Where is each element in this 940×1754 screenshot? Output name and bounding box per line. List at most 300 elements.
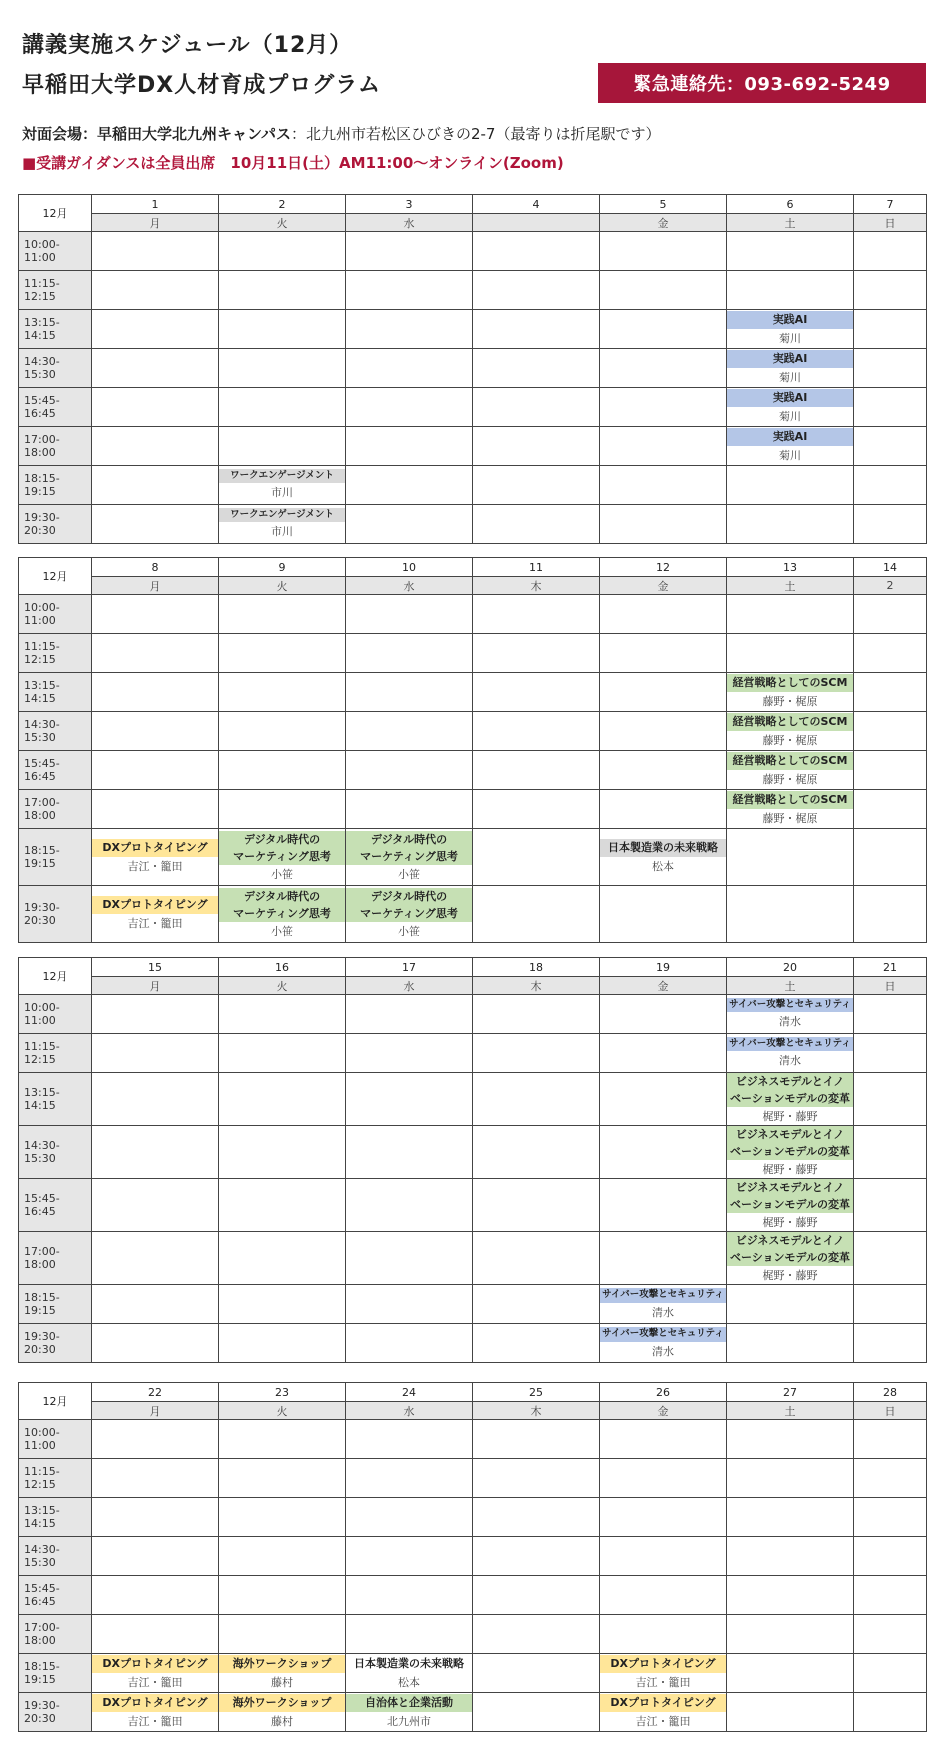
lecture-title: ワークエンゲージメント — [219, 508, 345, 523]
sunday-cell — [854, 673, 927, 712]
empty-slot — [219, 1576, 346, 1615]
sunday-cell — [854, 712, 927, 751]
empty-slot — [92, 751, 219, 790]
emergency-contact-banner: 緊急連絡先：093-692-5249 — [598, 63, 926, 103]
sunday-cell — [854, 232, 927, 271]
day-of-week — [473, 214, 600, 232]
empty-slot — [346, 1232, 473, 1285]
lecture-block — [727, 791, 853, 826]
lecture-title: デジタル時代の マーケティング思考 — [219, 831, 345, 865]
lecture-teacher: 小笹 — [346, 922, 472, 940]
empty-slot — [346, 595, 473, 634]
empty-slot — [92, 1459, 219, 1498]
lecture-block — [346, 1694, 472, 1729]
page-title: 講義実施スケジュール（12月） — [22, 33, 353, 58]
day-of-week: 月 — [92, 977, 219, 995]
lecture-cell — [92, 1693, 219, 1732]
lecture-title: 日本製造業の未来戦略 — [346, 1655, 472, 1672]
empty-slot — [92, 595, 219, 634]
lecture-teacher: 菊川 — [727, 368, 853, 386]
lecture-title: 経営戦略としてのSCM — [727, 791, 853, 808]
empty-slot — [600, 232, 727, 271]
venue-address: ：北九州市若松区ひびきの2-7（最寄りは折尾駅です） — [290, 125, 661, 143]
day-number: 9 — [219, 558, 346, 577]
day-of-week: 土 — [727, 214, 854, 232]
lecture-teacher: 藤野・梶原 — [727, 770, 853, 788]
time-row — [19, 1420, 927, 1459]
time-slot-label: 13:15-14:15 — [19, 673, 92, 712]
lecture-block — [346, 831, 472, 883]
time-slot-label: 10:00-11:00 — [19, 1420, 92, 1459]
time-slot-label: 19:30-20:30 — [19, 886, 92, 943]
empty-slot — [346, 1179, 473, 1232]
empty-slot — [92, 1576, 219, 1615]
sunday-cell — [854, 1179, 927, 1232]
lecture-block — [219, 1694, 345, 1729]
lecture-title: ワークエンゲージメント — [219, 469, 345, 484]
empty-slot — [473, 829, 600, 886]
empty-slot — [473, 1073, 600, 1126]
empty-slot — [600, 1459, 727, 1498]
time-row — [19, 1537, 927, 1576]
week-table — [18, 194, 927, 544]
empty-slot — [219, 1420, 346, 1459]
empty-slot — [219, 712, 346, 751]
time-row — [19, 1324, 927, 1363]
empty-slot — [92, 1537, 219, 1576]
lecture-title: 実践AI — [727, 428, 853, 445]
day-number: 26 — [600, 1383, 727, 1402]
day-of-week: 日 — [854, 977, 927, 995]
sunday-cell — [854, 310, 927, 349]
time-slot-label: 10:00-11:00 — [19, 232, 92, 271]
empty-slot — [473, 1576, 600, 1615]
lecture-title: 経営戦略としてのSCM — [727, 713, 853, 730]
lecture-cell — [727, 388, 854, 427]
day-number: 28 — [854, 1383, 927, 1402]
empty-slot — [727, 271, 854, 310]
sunday-cell — [854, 1576, 927, 1615]
empty-slot — [600, 995, 727, 1034]
time-slot-label: 15:45-16:45 — [19, 1576, 92, 1615]
time-slot-label: 14:30-15:30 — [19, 349, 92, 388]
empty-slot — [473, 1459, 600, 1498]
lecture-title: ビジネスモデルとイノ ベーションモデルの変革 — [727, 1126, 853, 1160]
lecture-teacher: 北九州市 — [346, 1712, 472, 1730]
time-row — [19, 310, 927, 349]
lecture-block — [727, 713, 853, 748]
sunday-cell — [854, 1324, 927, 1363]
time-slot-label: 10:00-11:00 — [19, 595, 92, 634]
time-row — [19, 1576, 927, 1615]
time-row — [19, 1654, 927, 1693]
lecture-cell — [346, 886, 473, 943]
lecture-cell — [600, 1654, 727, 1693]
lecture-cell — [600, 829, 727, 886]
empty-slot — [92, 1179, 219, 1232]
empty-slot — [219, 595, 346, 634]
empty-slot — [346, 673, 473, 712]
lecture-teacher: 菊川 — [727, 446, 853, 464]
time-row — [19, 1179, 927, 1232]
empty-slot — [219, 1285, 346, 1324]
lecture-cell — [219, 886, 346, 943]
lecture-block — [600, 1288, 726, 1321]
lecture-block — [219, 469, 345, 502]
time-slot-label: 10:00-11:00 — [19, 995, 92, 1034]
time-row — [19, 1285, 927, 1324]
empty-slot — [219, 790, 346, 829]
lecture-cell — [727, 712, 854, 751]
day-number: 3 — [346, 195, 473, 214]
lecture-cell — [727, 427, 854, 466]
day-number: 22 — [92, 1383, 219, 1402]
empty-slot — [92, 271, 219, 310]
lecture-title: 実践AI — [727, 350, 853, 367]
guidance-notice: ■受講ガイダンスは全員出席 10月11日(土）AM11:00〜オンライン(Zoom) — [22, 154, 564, 172]
empty-slot — [219, 310, 346, 349]
empty-slot — [92, 1615, 219, 1654]
empty-slot — [346, 1073, 473, 1126]
time-row — [19, 995, 927, 1034]
time-slot-label: 17:00-18:00 — [19, 1615, 92, 1654]
empty-slot — [727, 1537, 854, 1576]
empty-slot — [600, 790, 727, 829]
lecture-block — [92, 839, 218, 874]
day-of-week: 木 — [473, 577, 600, 595]
time-row — [19, 595, 927, 634]
day-number: 14 — [854, 558, 927, 577]
empty-slot — [346, 1324, 473, 1363]
lecture-block — [92, 896, 218, 931]
sunday-cell — [854, 790, 927, 829]
empty-slot — [219, 1537, 346, 1576]
lecture-block — [727, 674, 853, 709]
time-slot-label: 14:30-15:30 — [19, 712, 92, 751]
day-of-week: 木 — [473, 977, 600, 995]
empty-slot — [473, 1537, 600, 1576]
time-slot-label: 17:00-18:00 — [19, 427, 92, 466]
day-of-week: 火 — [219, 577, 346, 595]
empty-slot — [92, 349, 219, 388]
lecture-teacher: 清水 — [727, 1012, 853, 1030]
empty-slot — [473, 1324, 600, 1363]
day-number: 5 — [600, 195, 727, 214]
empty-slot — [346, 1498, 473, 1537]
empty-slot — [727, 886, 854, 943]
lecture-cell — [727, 1179, 854, 1232]
empty-slot — [600, 1232, 727, 1285]
lecture-block — [727, 389, 853, 424]
empty-slot — [346, 1459, 473, 1498]
empty-slot — [346, 751, 473, 790]
day-of-week: 火 — [219, 977, 346, 995]
empty-slot — [727, 595, 854, 634]
lecture-block — [219, 888, 345, 940]
empty-slot — [219, 427, 346, 466]
lecture-title: DXプロトタイピング — [92, 896, 218, 913]
empty-slot — [727, 1285, 854, 1324]
time-slot-label: 17:00-18:00 — [19, 790, 92, 829]
empty-slot — [600, 712, 727, 751]
day-of-week: 土 — [727, 577, 854, 595]
time-row — [19, 634, 927, 673]
day-number: 24 — [346, 1383, 473, 1402]
empty-slot — [727, 1615, 854, 1654]
empty-slot — [473, 1285, 600, 1324]
empty-slot — [727, 1498, 854, 1537]
empty-slot — [219, 1126, 346, 1179]
empty-slot — [92, 1324, 219, 1363]
empty-slot — [346, 1576, 473, 1615]
empty-slot — [219, 995, 346, 1034]
empty-slot — [346, 505, 473, 544]
time-row — [19, 886, 927, 943]
lecture-teacher: 梶野・藤野 — [727, 1213, 853, 1231]
day-of-week: 土 — [727, 977, 854, 995]
empty-slot — [219, 673, 346, 712]
day-of-week: 月 — [92, 214, 219, 232]
sunday-cell — [854, 595, 927, 634]
empty-slot — [219, 271, 346, 310]
venue-info — [22, 123, 660, 144]
time-row — [19, 712, 927, 751]
day-of-week: 金 — [600, 214, 727, 232]
empty-slot — [92, 505, 219, 544]
empty-slot — [473, 388, 600, 427]
lecture-block — [727, 1037, 853, 1070]
empty-slot — [473, 634, 600, 673]
time-row — [19, 505, 927, 544]
sunday-cell — [854, 505, 927, 544]
day-number: 17 — [346, 958, 473, 977]
sunday-cell — [854, 634, 927, 673]
empty-slot — [727, 1693, 854, 1732]
day-number: 2 — [219, 195, 346, 214]
empty-slot — [473, 1232, 600, 1285]
lecture-title: DXプロトタイピング — [92, 1655, 218, 1672]
empty-slot — [219, 1324, 346, 1363]
empty-slot — [346, 388, 473, 427]
empty-slot — [600, 466, 727, 505]
lecture-title: デジタル時代の マーケティング思考 — [346, 831, 472, 865]
empty-slot — [346, 271, 473, 310]
time-row — [19, 427, 927, 466]
day-number: 13 — [727, 558, 854, 577]
empty-slot — [473, 712, 600, 751]
sunday-cell — [854, 466, 927, 505]
lecture-cell — [727, 310, 854, 349]
day-number: 16 — [219, 958, 346, 977]
sunday-cell — [854, 388, 927, 427]
empty-slot — [219, 1498, 346, 1537]
time-row — [19, 271, 927, 310]
lecture-teacher: 松本 — [600, 857, 726, 875]
program-title: 早稲田大学DX人材育成プログラム — [22, 73, 382, 98]
sunday-cell — [854, 1459, 927, 1498]
empty-slot — [473, 751, 600, 790]
empty-slot — [219, 388, 346, 427]
day-of-week: 木 — [473, 1402, 600, 1420]
time-slot-label: 18:15-19:15 — [19, 1285, 92, 1324]
lecture-title: 実践AI — [727, 389, 853, 406]
empty-slot — [346, 1285, 473, 1324]
sunday-cell — [854, 829, 927, 886]
lecture-teacher: 藤村 — [219, 1673, 345, 1691]
lecture-teacher: 藤野・梶原 — [727, 809, 853, 827]
empty-slot — [92, 1073, 219, 1126]
lecture-teacher: 吉江・籠田 — [92, 1673, 218, 1691]
empty-slot — [473, 271, 600, 310]
lecture-cell — [727, 349, 854, 388]
empty-slot — [600, 886, 727, 943]
empty-slot — [473, 1420, 600, 1459]
lecture-block — [727, 1126, 853, 1178]
empty-slot — [727, 634, 854, 673]
lecture-title: 自治体と企業活動 — [346, 1694, 472, 1711]
lecture-teacher: 藤村 — [219, 1712, 345, 1730]
lecture-teacher: 市川 — [219, 522, 345, 540]
time-slot-label: 19:30-20:30 — [19, 1693, 92, 1732]
empty-slot — [92, 466, 219, 505]
day-of-week: 水 — [346, 577, 473, 595]
day-of-week: 月 — [92, 1402, 219, 1420]
day-number: 15 — [92, 958, 219, 977]
empty-slot — [600, 673, 727, 712]
time-slot-label: 11:15-12:15 — [19, 1459, 92, 1498]
empty-slot — [600, 1126, 727, 1179]
lecture-cell — [727, 751, 854, 790]
day-of-week: 水 — [346, 977, 473, 995]
time-slot-label: 14:30-15:30 — [19, 1537, 92, 1576]
day-number: 8 — [92, 558, 219, 577]
lecture-teacher: 吉江・籠田 — [92, 1712, 218, 1730]
empty-slot — [346, 1126, 473, 1179]
lecture-title: サイバー攻撃とセキュリティ — [727, 1037, 853, 1052]
sunday-cell — [854, 427, 927, 466]
empty-slot — [473, 1126, 600, 1179]
week-table — [18, 1382, 927, 1732]
sunday-cell — [854, 751, 927, 790]
day-of-week: 火 — [219, 1402, 346, 1420]
lecture-block — [600, 1327, 726, 1360]
empty-slot — [92, 310, 219, 349]
lecture-block — [727, 311, 853, 346]
empty-slot — [219, 1459, 346, 1498]
empty-slot — [92, 1420, 219, 1459]
empty-slot — [92, 1232, 219, 1285]
lecture-title: サイバー攻撃とセキュリティ — [600, 1327, 726, 1342]
lecture-cell — [92, 886, 219, 943]
time-slot-label: 15:45-16:45 — [19, 751, 92, 790]
empty-slot — [600, 271, 727, 310]
lecture-teacher: 菊川 — [727, 329, 853, 347]
sunday-cell — [854, 1420, 927, 1459]
empty-slot — [473, 232, 600, 271]
lecture-teacher: 吉江・籠田 — [600, 1712, 726, 1730]
time-row — [19, 790, 927, 829]
lecture-cell — [346, 1693, 473, 1732]
lecture-teacher: 藤野・梶原 — [727, 731, 853, 749]
time-row — [19, 1498, 927, 1537]
empty-slot — [92, 1285, 219, 1324]
sunday-cell — [854, 1126, 927, 1179]
empty-slot — [92, 995, 219, 1034]
sunday-cell — [854, 271, 927, 310]
empty-slot — [346, 1420, 473, 1459]
empty-slot — [727, 466, 854, 505]
day-of-week: 金 — [600, 977, 727, 995]
lecture-cell — [600, 1285, 727, 1324]
lecture-cell — [219, 466, 346, 505]
empty-slot — [600, 751, 727, 790]
sunday-cell — [854, 995, 927, 1034]
empty-slot — [92, 712, 219, 751]
lecture-block — [92, 1655, 218, 1690]
lecture-cell — [92, 829, 219, 886]
day-number: 19 — [600, 958, 727, 977]
empty-slot — [92, 790, 219, 829]
empty-slot — [727, 1420, 854, 1459]
time-row — [19, 388, 927, 427]
empty-slot — [219, 232, 346, 271]
empty-slot — [473, 790, 600, 829]
empty-slot — [600, 1498, 727, 1537]
empty-slot — [473, 1693, 600, 1732]
empty-slot — [219, 634, 346, 673]
day-of-week: 水 — [346, 214, 473, 232]
lecture-teacher: 梶野・藤野 — [727, 1107, 853, 1125]
lecture-block — [600, 1694, 726, 1729]
month-label: 12月 — [19, 558, 92, 595]
day-number: 18 — [473, 958, 600, 977]
lecture-block — [727, 1179, 853, 1231]
lecture-teacher: 菊川 — [727, 407, 853, 425]
sunday-cell — [854, 1693, 927, 1732]
empty-slot — [727, 1654, 854, 1693]
empty-slot — [473, 1179, 600, 1232]
lecture-cell — [219, 505, 346, 544]
empty-slot — [727, 1576, 854, 1615]
time-slot-label: 15:45-16:45 — [19, 1179, 92, 1232]
empty-slot — [92, 232, 219, 271]
time-row — [19, 1693, 927, 1732]
empty-slot — [600, 1420, 727, 1459]
empty-slot — [473, 427, 600, 466]
lecture-title: 海外ワークショップ — [219, 1694, 345, 1711]
day-of-week: 月 — [92, 577, 219, 595]
lecture-title: ビジネスモデルとイノ ベーションモデルの変革 — [727, 1179, 853, 1213]
lecture-block — [219, 1655, 345, 1690]
empty-slot — [600, 1179, 727, 1232]
empty-slot — [473, 310, 600, 349]
day-of-week: 日 — [854, 214, 927, 232]
lecture-title: DXプロトタイピング — [600, 1694, 726, 1711]
time-row — [19, 829, 927, 886]
empty-slot — [473, 595, 600, 634]
day-number: 1 — [92, 195, 219, 214]
time-row — [19, 1034, 927, 1073]
empty-slot — [219, 751, 346, 790]
time-row — [19, 751, 927, 790]
lecture-title: サイバー攻撃とセキュリティ — [600, 1288, 726, 1303]
empty-slot — [92, 388, 219, 427]
lecture-block — [727, 998, 853, 1031]
month-label: 12月 — [19, 1383, 92, 1420]
lecture-teacher: 吉江・籠田 — [92, 857, 218, 875]
empty-slot — [219, 349, 346, 388]
lecture-block — [727, 752, 853, 787]
